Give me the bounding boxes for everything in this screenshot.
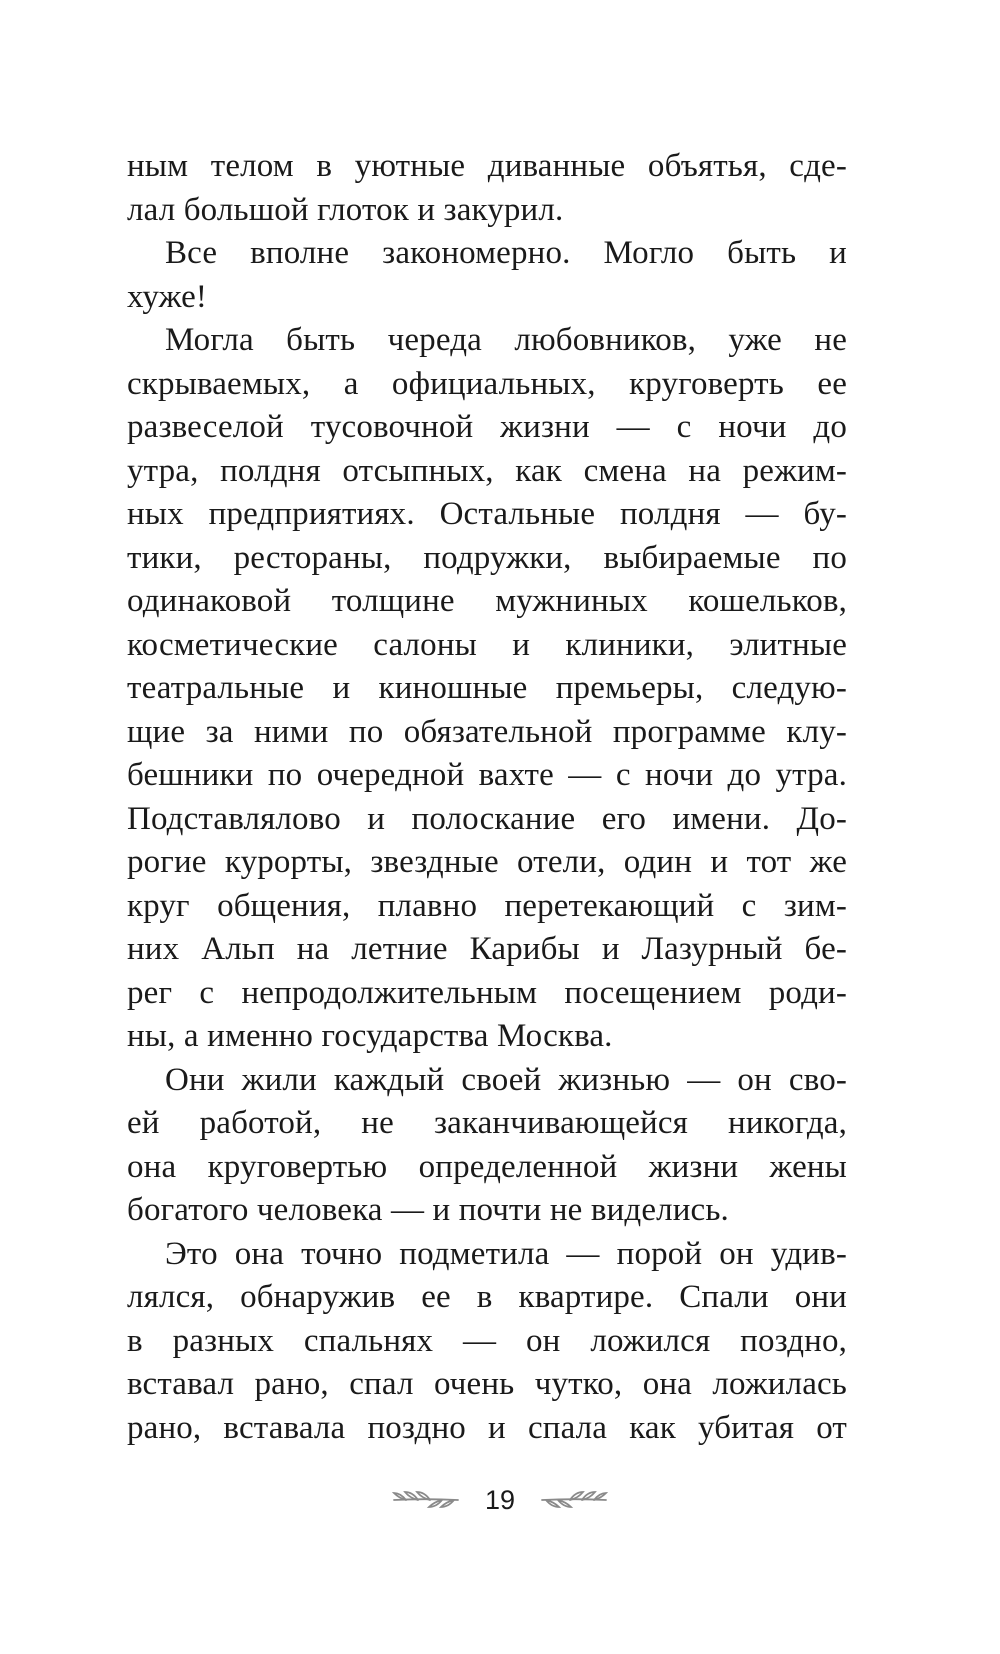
text-line: развеселой тусовочной жизни — с ночи до: [127, 409, 847, 445]
text-line: утра, полдня отсыпных, как смена на режим-: [127, 452, 847, 489]
laurel-branch-right-icon: [538, 1489, 608, 1511]
text-line: ны, а именно государства Москва.: [127, 1018, 613, 1054]
text-line: в разных спальнях — он ложился поздно,: [127, 1322, 847, 1359]
text-line: ных предприятиях. Остальные полдня — бу-: [127, 496, 847, 532]
text-line: рег с непродолжительным посещением роди-: [127, 974, 847, 1011]
text-line: косметические салоны и клиники, элитные: [127, 626, 847, 663]
text-line: Это она точно подметила — порой он удив-: [165, 1235, 847, 1272]
text-line: них Альп на летние Карибы и Лазурный бе-: [127, 931, 847, 967]
body-text: [127, 145, 847, 1450]
text-line: одинаковой толщине мужниных кошельков,: [127, 583, 847, 619]
text-line: лялся, обнаружив ее в квартире. Спали они: [127, 1279, 847, 1315]
text-line: Все вполне закономерно. Могло быть и: [165, 235, 847, 271]
text-line: Подставлялово и полоскание его имени. До-: [127, 800, 847, 837]
text-line: она круговертью определенной жизни жены: [127, 1148, 847, 1185]
page-number: 19: [484, 1484, 516, 1515]
text-line: богатого человека — и почти не виделись.: [127, 1192, 729, 1228]
text-line: рогие курорты, звездные отели, один и тот же: [127, 844, 847, 880]
text-line: лал большой глоток и закурил.: [127, 191, 564, 228]
text-line: Могла быть череда любовников, уже не: [165, 322, 847, 358]
text-line: круг общения, плавно перетекающий с зим-: [127, 887, 847, 924]
text-line: театральные и киношные премьеры, следую-: [127, 670, 847, 706]
text-line: рано, вставала поздно и спала как убитая от: [127, 1409, 847, 1446]
laurel-branch-left-icon: [392, 1489, 462, 1511]
text-line: вставал рано, спал очень чутко, она ложилась: [127, 1366, 847, 1402]
text-line: хуже!: [127, 278, 208, 315]
text-line: скрываемых, а официальных, круговерть ее: [127, 365, 847, 402]
text-line: Они жили каждый своей жизнью — он сво-: [165, 1061, 847, 1098]
text-line: тики, рестораны, подружки, выбираемые по: [127, 539, 847, 576]
text-line: ным телом в уютные диванные объятья, сде-: [127, 148, 847, 184]
text-line: ей работой, не заканчивающейся никогда,: [127, 1105, 847, 1141]
page-footer: [0, 1480, 1000, 1520]
text-line: щие за ними по обязательной программе клу-: [127, 713, 847, 750]
text-line: бешники по очередной вахте — с ночи до утра.: [127, 757, 847, 793]
